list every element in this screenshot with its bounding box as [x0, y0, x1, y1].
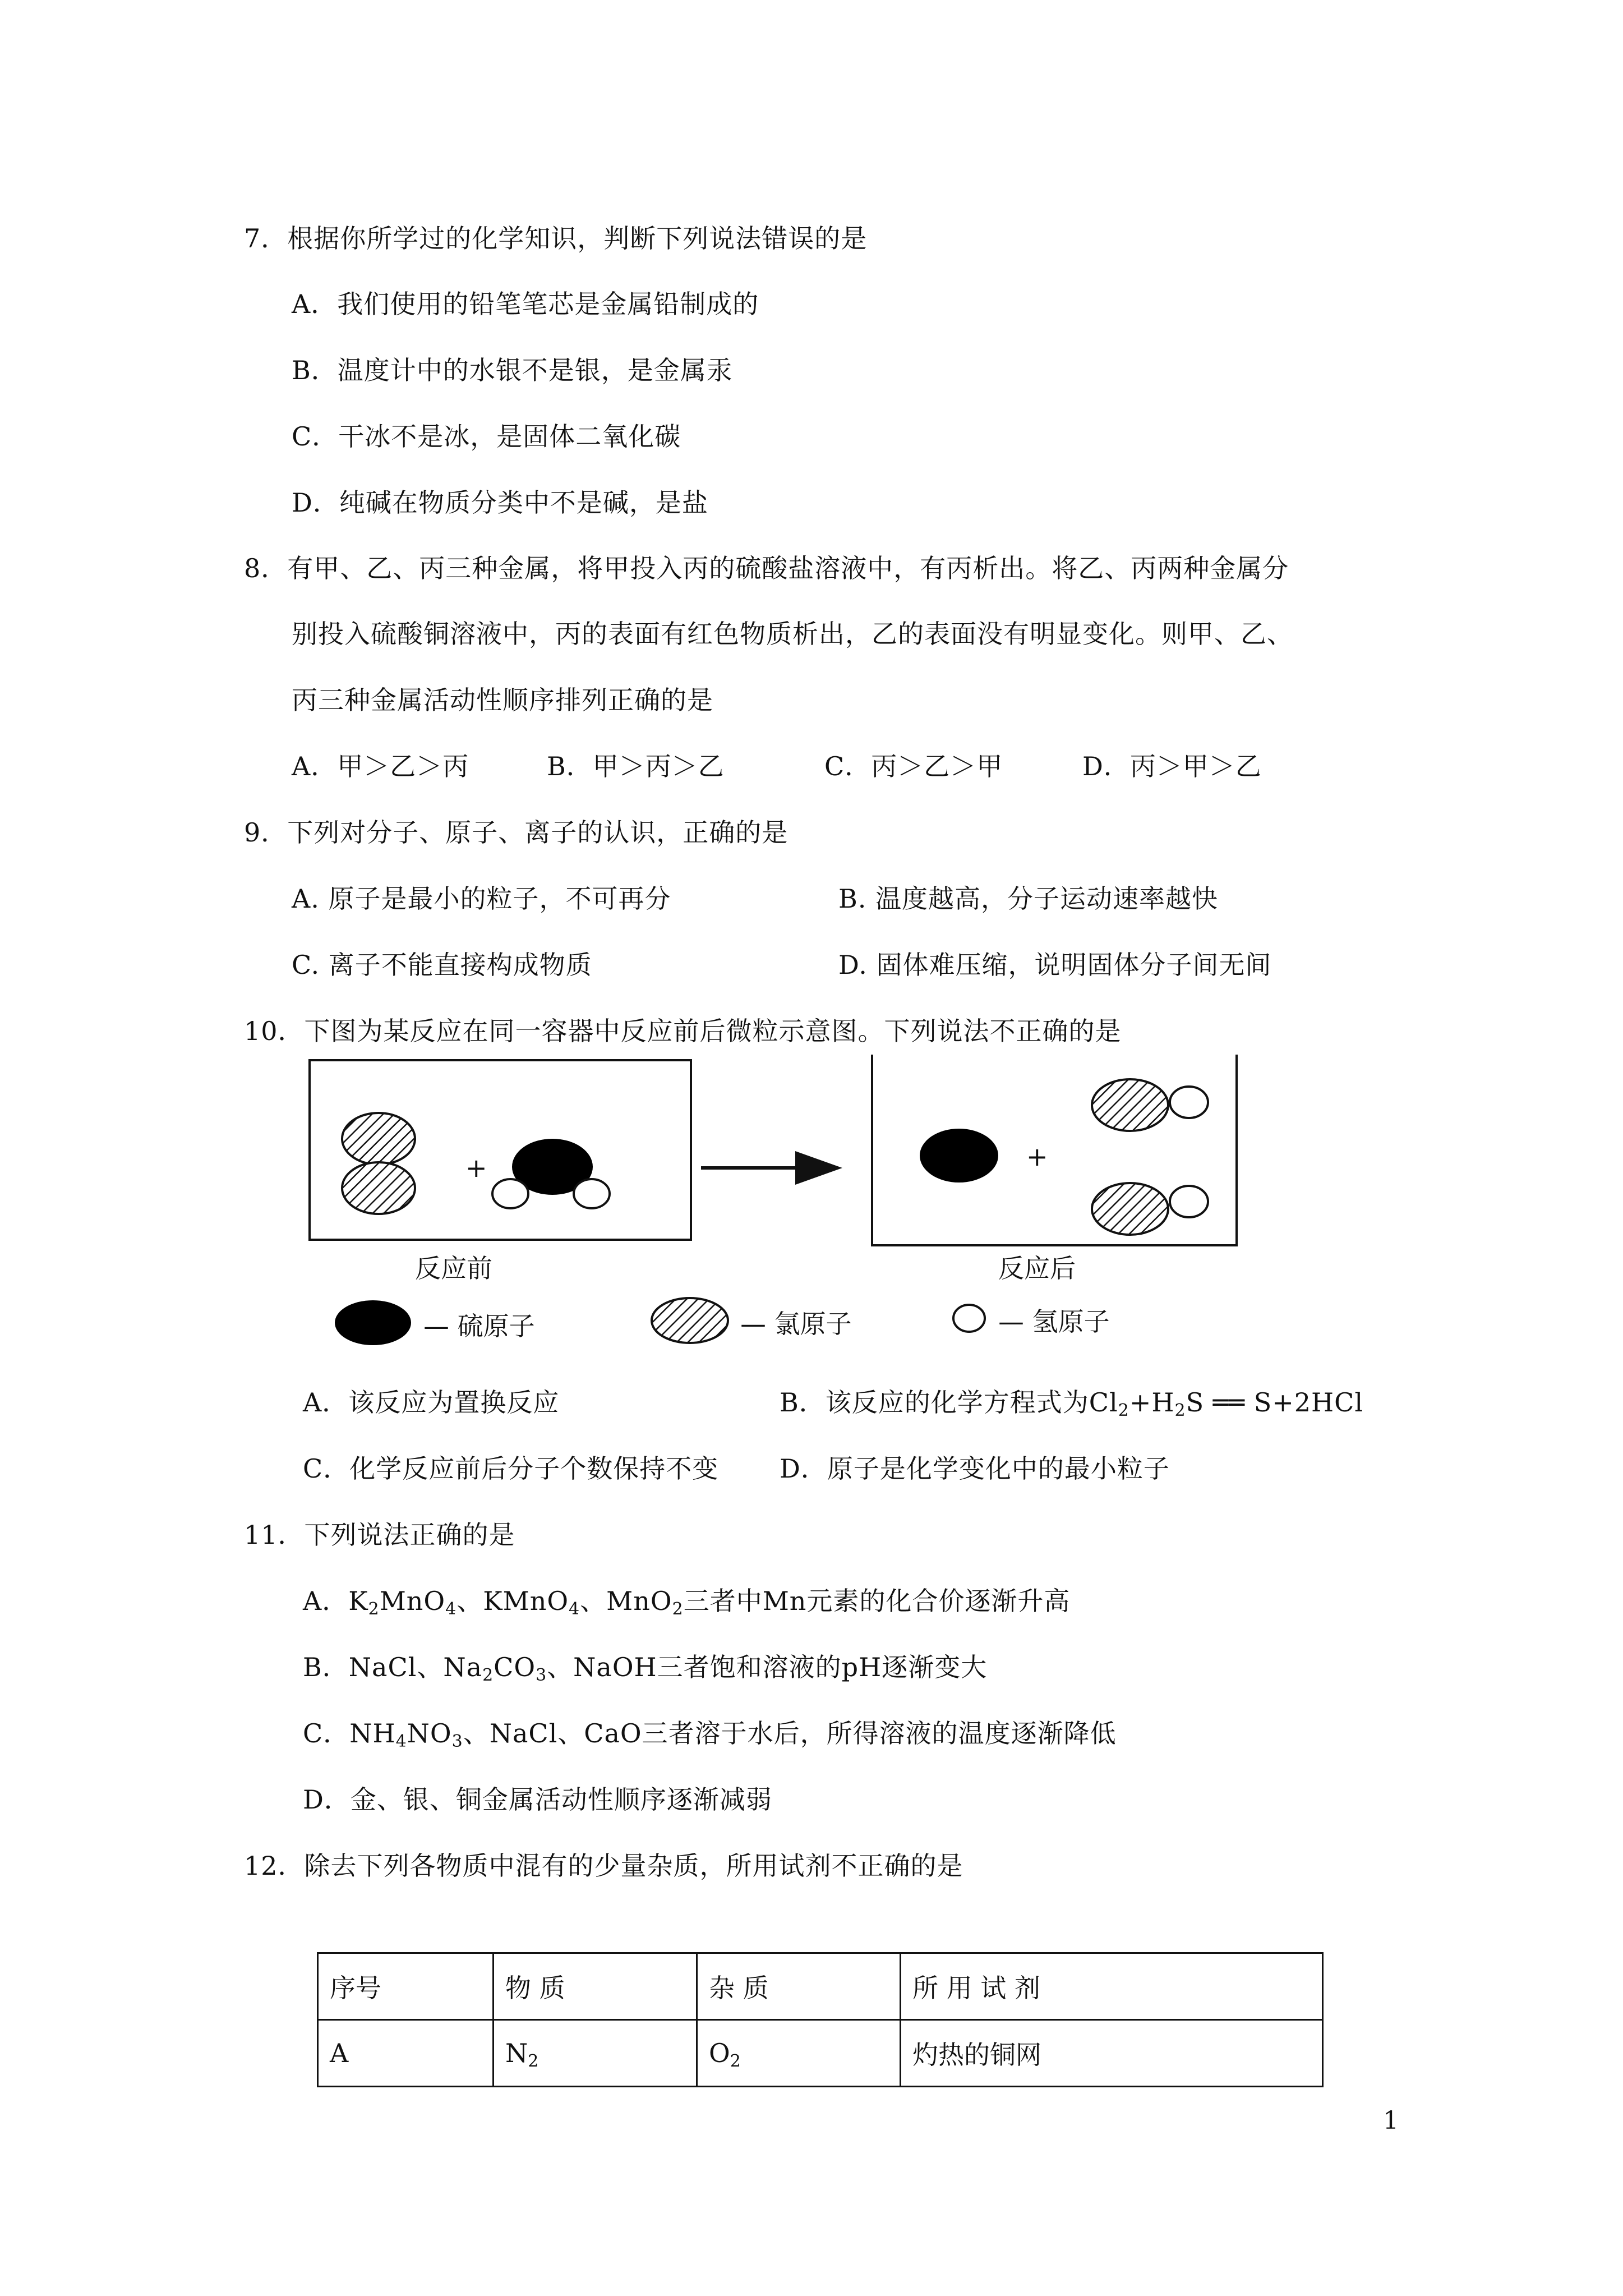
q9-option-a: A. 原子是最小的粒子，不可再分: [292, 884, 671, 914]
table-header-row: [318, 1953, 1323, 2020]
q9-option-d: D. 固体难压缩，说明固体分子间无间: [838, 950, 1272, 980]
plus-sign-after: +: [1026, 1142, 1048, 1172]
reaction-diagram-svg: [297, 1055, 1363, 1346]
q11-option-b: B．NaCl、$Na_2CO_3$、NaOH三者饱和溶液的pH逐渐变大: [303, 1652, 988, 1685]
plus-sign-before: +: [465, 1153, 487, 1183]
q11-stem: 11．下列说法正确的是: [244, 1520, 515, 1550]
legend-hydrogen-label: — 氢原子: [998, 1306, 1110, 1337]
legend-chlorine-atom: [652, 1298, 728, 1343]
q11-option-a: A．$K_2MnO_4$、KMnO$_4$、MnO$_2$三者中Mn元素的化合价逐渐升高: [303, 1586, 1071, 1619]
hydrogen-atom: [1170, 1186, 1208, 1217]
impurity-table: [317, 1952, 1324, 2087]
q8-option-a: A．甲＞乙＞丙: [292, 751, 469, 781]
q7-option-d: D．纯碱在物质分类中不是碱，是盐: [292, 487, 708, 518]
q12-stem: 12．除去下列各物质中混有的少量杂质，所用试剂不正确的是: [244, 1851, 963, 1881]
header-cell: 物 质: [494, 1953, 697, 2020]
header-cell: 序号: [318, 1953, 494, 2020]
q7-stem: 7．根据你所学过的化学知识，判断下列说法错误的是: [244, 223, 868, 254]
row-impurity-cell: $O_2$: [697, 2020, 901, 2087]
q11-option-d: D．金、银、铜金属活动性顺序逐渐减弱: [303, 1784, 772, 1815]
q8-option-c: C．丙＞乙＞甲: [824, 751, 1003, 781]
legend-hydrogen-atom: [953, 1305, 985, 1332]
q10-option-d: D．原子是化学变化中的最小粒子: [780, 1453, 1170, 1484]
hydrogen-atom: [1170, 1087, 1208, 1118]
q8-option-d: D．丙＞甲＞乙: [1082, 751, 1262, 781]
q8-stem-line3: 丙三种金属活动性顺序排列正确的是: [292, 685, 713, 715]
chlorine-atom: [1092, 1079, 1168, 1131]
q10-option-a: A．该反应为置换反应: [303, 1387, 560, 1418]
q9-option-b: B. 温度越高，分子运动速率越快: [838, 884, 1219, 914]
chlorine-atom: [342, 1162, 415, 1214]
header-cell: 杂 质: [697, 1953, 901, 2020]
page-number: 1: [1383, 2106, 1399, 2135]
legend-sulfur-atom: [335, 1300, 411, 1345]
q7-option-c: C．干冰不是冰，是固体二氧化碳: [292, 421, 681, 452]
hydrogen-atom: [574, 1179, 610, 1208]
q7-option-b: B．温度计中的水银不是银，是金属汞: [292, 355, 733, 385]
row-id-cell: A: [318, 2020, 494, 2087]
before-label: 反应前: [415, 1253, 492, 1283]
q7-option-a: A．我们使用的铅笔笔芯是金属铅制成的: [292, 289, 759, 319]
q10-stem: 10．下图为某反应在同一容器中反应前后微粒示意图。下列说法不正确的是: [244, 1016, 1122, 1046]
table-row: [318, 2020, 1323, 2087]
q9-stem: 9．下列对分子、原子、离子的认识，正确的是: [244, 817, 789, 848]
q8-option-b: B．甲＞丙＞乙: [547, 751, 725, 781]
hydrogen-atom: [492, 1179, 528, 1208]
q10-option-b: B．该反应的化学方程式为$Cl_2+H_2S$ ══ S+2HCl: [780, 1387, 1364, 1420]
row-reagent-cell: 灼热的铜网: [901, 2020, 1323, 2087]
q8-stem-line1: 8．有甲、乙、丙三种金属，将甲投入丙的硫酸盐溶液中，有丙析出。将乙、丙两种金属分: [244, 553, 1289, 583]
legend-sulfur-label: — 硫原子: [423, 1311, 535, 1341]
q10-option-c: C．化学反应前后分子个数保持不变: [303, 1453, 719, 1484]
chlorine-atom: [342, 1113, 415, 1165]
q8-stem-line2: 别投入硫酸铜溶液中，丙的表面有红色物质析出，乙的表面没有明显变化。则甲、乙、: [292, 619, 1293, 649]
row-substance-cell: $N_2$: [494, 2020, 697, 2087]
header-cell: 所 用 试 剂: [901, 1953, 1323, 2020]
q9-option-c: C. 离子不能直接构成物质: [292, 950, 592, 980]
legend-chlorine-label: — 氯原子: [740, 1309, 852, 1339]
q11-option-c: C．$NH_4NO_3$、NaCl、CaO三者溶于水后，所得溶液的温度逐渐降低: [303, 1718, 1117, 1751]
after-label: 反应后: [998, 1253, 1076, 1283]
reaction-diagram: [297, 1055, 1363, 1346]
chlorine-atom: [1092, 1183, 1168, 1235]
sulfur-atom: [920, 1129, 998, 1182]
